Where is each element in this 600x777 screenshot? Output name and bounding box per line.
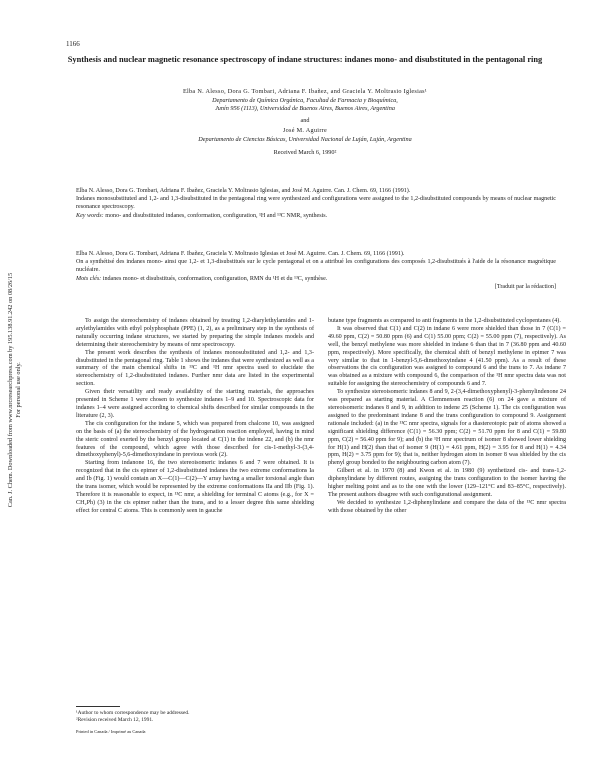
received-date: Received March 6, 1990² <box>273 148 337 156</box>
footnote-2: ²Revision received March 12, 1991. <box>76 717 154 723</box>
abstract-en-keywords <box>76 212 556 220</box>
body-paragraph: butane type fragments as compared to anti fragments in the 1,2-disubstituted cyclopentanes (4). <box>328 318 561 324</box>
abstract-fr-body: On a synthétisé des indanes mono- ainsi que 1,2- et 1,3-disubstitués sur le cycle pentagonal et on a attribué les configurations des composés 1,2-disubstitués à l'aide de la résonance magnétique nucléaire. <box>76 259 556 274</box>
body-paragraph: Starting from indanone 16, the two stereoisomeric indanes 6 and 7 were obtained. It is recognized that in the cis epimer of 1,2-disubstituted indanes the two extreme conformations Ia and Ib (Fig. 1) would contain an X—C(1)—C(2)—Y array having a smaller torsional angle than the trans isomer, which would be represented by the extreme conformations IIa and IIb (Fig. 1). Therefore it is reasonable to expect, in ¹³C nmr, a shielding for terminal C atoms (e.g., for X = CH₂Ph) (3) in the cis epimer rather than the trans, and to a lesser degree this same shielding effect for central C atoms. This is commonly seen in gauche <box>76 460 314 514</box>
mots-cles-text: indanes mono- et disubstitués, conformation, configuration, RMN du ¹H et du ¹³C, synthèse. <box>102 275 328 282</box>
download-line: Can. J. Chem. Downloaded from www.nrcresearchpress.com by 195.138.91.242 on 08/26/15 <box>7 272 14 508</box>
translator-note: [Traduit par la rédaction] <box>494 283 556 290</box>
abstract-english <box>76 187 556 220</box>
abstract-fr-keywords <box>76 275 556 283</box>
body-column-right <box>328 318 566 516</box>
body-paragraph: Given their versatility and ready availability of the starting materials, the approaches presented in Scheme 1 were chosen to synthesize indanes 1–9 and 10. Spectroscopic data for indanes 1–4 were assigned according to chemical shifts described for similar compounds in the literature (2, 3). <box>76 389 314 419</box>
personal-use-line: For personal use only. <box>15 362 22 418</box>
printed-in-canada: Printed in Canada / Imprimé au Canada <box>76 729 146 734</box>
abstract-fr-citation: Elba N. Alesso, Dora G. Tombari, Adriana F. Ibañez, Graciela Y. Moltrasio Iglesias et José M. Aguirre. Can. J. Chem. 69, 1166 (1991). <box>76 251 405 257</box>
keywords-label: Key words: <box>76 212 104 219</box>
body-paragraph: It was observed that C(1) and C(2) in indane 6 were more shielded than those in 7 (C(1) = 49.60 ppm, C(2) = 50.80 ppm (6) and C(1) 55.00 ppm; C(2) = 55.00 ppm (7), respectively). As well, the benzyl methylene was more shielded in indane 6 than that in 7 (36.80 ppm and 40.60 ppm, respectively). More specifically, the chemical shift of benzyl methylene in epimer 7 was very similar to that in 1-benzyl-5,6-dimethoxyindane 4 (41.50 ppm). As a result of these observations the cis configuration was assigned to compound 6 and the trans to 7. As indane 7 was obtained as a mixture with compound 6, the comparison of the ¹H nmr spectra data was not suitable for assigning the stereochemistry of compounds 6 and 7. <box>328 325 566 388</box>
footnote-1: ¹Author to whom correspondence may be addressed. <box>76 710 190 716</box>
download-notice <box>7 273 23 507</box>
address-1: Junín 956 (1113), Universidad de Buenos Aires, Buenos Aires, Argentina <box>215 105 395 113</box>
body-paragraph: Gilbert et al. in 1970 (8) and Kwon et al. in 1980 (9) synthetized cis- and trans-1,2-diphenylindane by different routes, assigning the trans configuration to the isomer having the higher melting point and as to the one with the lower (129–121°C and 83–85°C, respectively). The present authors disagree with such configurational assignment. <box>328 468 566 498</box>
author-name-2: José M. Aguirre <box>282 127 328 135</box>
page-number: 1166 <box>66 40 80 48</box>
body-column-left <box>76 318 314 516</box>
authors-and: and <box>300 116 310 124</box>
affiliation-2: Departamento de Ciencias Básicas, Universidad Nacional de Luján, Luján, Argentina <box>198 135 412 143</box>
body-paragraph: The present work describes the synthesis of indanes monosubstituted and 1,2- and 1,3-disubstituted in the pentagonal ring. Table 1 shows the indanes that were synthesized as well as a summary of the main chemical shifts in ¹³C and ¹H nmr spectra used to elucidate the stereochemistry of 1,2-disubstituted indanes. Further nmr data are listed in the experimental section. <box>76 349 314 388</box>
article-title: Synthesis and nuclear magnetic resonance spectroscopy of indane structures: indanes mono- and disubstituted in the pentagonal ring <box>67 55 543 64</box>
body-paragraph: To synthesize stereoisomeric indanes 8 and 9, 2-(3,4-dimethoxyphenyl)-3-phenylindenone 24 was prepared as starting material. A Clemmensen reaction (6) on 24 gave a mixture of stereoisomeric indanes 8 and 9, in addition to indene 25 (Scheme 1). The cis configuration was assigned to the predominant indane 8 and the trans configuration to compound 9. Assignment rationale included: (a) in the ¹³C nmr spectra, signals for a diastereotopic pair of atoms showed a significant shielding difference (C(1) = 56.30 ppm; C(2) = 51.70 ppm for 8 and C(1) = 59.80 ppm, C(2) = 56.40 ppm for 9); and (b) the ¹H nmr spectrum of isomer 8 showed lower shielding for H(1) and H(2) than that of isomer 9 (H(1) = 4.61 ppm, H(2) = 3.95 for 8 and H(1) = 4.34 ppm, H(2) = 3.75 ppm for 9); that is, neither hydrogen atom in isomer 8 was shielded by the cis phenyl group bonded to the neighbouring carbon atom (7). <box>328 389 566 467</box>
footnotes <box>76 710 316 735</box>
author-names: Elba N. Alesso, Dora G. Tombari, Adriana F. Ibañez, and Graciela Y. Moltrasio Iglesias¹ <box>182 88 428 95</box>
author-block <box>60 88 550 157</box>
mots-cles-label: Mots clés: <box>76 275 102 282</box>
footnote-rule <box>76 706 120 707</box>
abstract-french <box>76 250 556 291</box>
download-sidebar <box>4 175 26 605</box>
keywords-text: mono- and disubstituted indanes, conformation, configuration, ¹H and ¹³C NMR, synthesis. <box>105 212 328 219</box>
abstract-en-citation: Elba N. Alesso, Dora G. Tombari, Adriana F. Ibañez, Graciela Y. Moltrasio Iglesias, and José M. Aguirre. Can. J. Chem. 69, 1166 (1991). <box>76 188 411 194</box>
body-paragraph: To assign the stereochemistry of indanes obtained by treating 1,2-diarylethylamides and 1-arylethylamides with ethyl polyphosphate (PPE) (1, 2), as a preliminary step in the synthesis of naturally occurring indane structures, we started by preparing the simple indanes models and determining their stereochemistry by means of nmr spectroscopy. <box>76 318 314 348</box>
body-paragraph: We decided to synthesize 1,2-diphenylindane and compare the data of the ¹³C nmr spectra with those obtained by the other <box>328 499 566 514</box>
body-paragraph: The cis configuration for the indane 5, which was prepared from chalcone 10, was assigned on the basis of (a) the stereochemistry of the hydrogenation reaction employed, having in mind the steric control exerted by the benzyl group located at C(1) in the indene 22, and (b) the nmr features of the compound, which agree with those described for cis-1-methyl-3-(3,4-dimethoxyphenyl)-5,6-dimethoxyindane in previous work (2). <box>76 420 314 459</box>
abstract-en-body: Indanes monosubstituted and 1,2- and 1,3-disubstituted in the pentagonal ring were synthesized and configurations were assigned to the 1,2-disubstituted compounds by means of nuclear magnetic resonance spectroscopy. <box>76 196 556 211</box>
affiliation-1: Departamento de Química Orgánica, Facultad de Farmacia y Bioquímica, <box>212 96 398 104</box>
